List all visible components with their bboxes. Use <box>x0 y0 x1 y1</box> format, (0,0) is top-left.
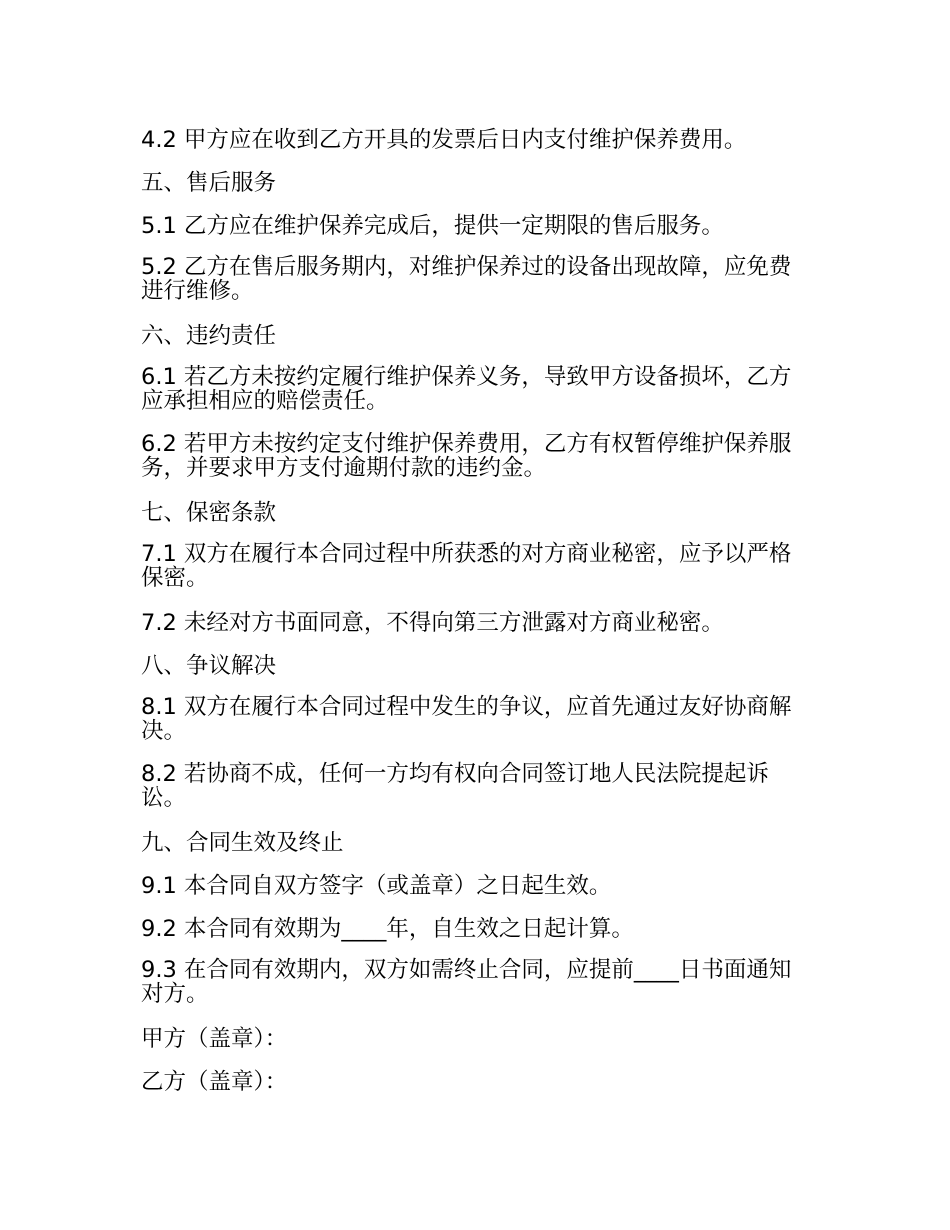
clause-5-1: 5.1 乙方应在维护保养完成后，提供一定期限的售后服务。 <box>141 213 724 239</box>
clause-5-2: 5.2 乙方在售后服务期内，对维护保养过的设备出现故障，应免费进行维修。 <box>141 254 792 304</box>
party-b-seal-line: 乙方（盖章）： <box>141 1069 288 1095</box>
clause-9-1: 9.1 本合同自双方签字（或盖章）之日起生效。 <box>141 873 612 899</box>
section-heading-liability: 六、违约责任 <box>141 323 277 349</box>
clause-7-1: 7.1 双方在履行本合同过程中所获悉的对方商业秘密，应予以严格保密。 <box>141 541 792 591</box>
contract-body <box>141 126 811 1111</box>
section-heading-confidentiality: 七、保密条款 <box>141 500 277 526</box>
clause-6-2: 6.2 若甲方未按约定支付维护保养费用，乙方有权暂停维护保养服务，并要求甲方支付逾期付款的违约金。 <box>141 431 792 481</box>
clause-9-2: 9.2 本合同有效期为____年，自生效之日起计算。 <box>141 916 634 942</box>
party-a-seal-line: 甲方（盖章）： <box>141 1026 288 1052</box>
clause-4-2: 4.2 甲方应在收到乙方开具的发票后日内支付维护保养费用。 <box>141 127 747 153</box>
section-heading-after-sales: 五、售后服务 <box>141 170 277 196</box>
clause-9-3: 9.3 在合同有效期内，双方如需终止合同，应提前____日书面通知对方。 <box>141 957 792 1007</box>
section-heading-effectiveness: 九、合同生效及终止 <box>141 830 344 856</box>
section-heading-dispute: 八、争议解决 <box>141 653 277 679</box>
clause-7-2: 7.2 未经对方书面同意，不得向第三方泄露对方商业秘密。 <box>141 610 724 636</box>
clause-8-1: 8.1 双方在履行本合同过程中发生的争议，应首先通过友好协商解决。 <box>141 694 792 744</box>
clause-8-2: 8.2 若协商不成，任何一方均有权向合同签订地人民法院提起诉讼。 <box>141 761 769 811</box>
clause-6-1: 6.1 若乙方未按约定履行维护保养义务，导致甲方设备损坏，乙方应承担相应的赔偿责任。 <box>141 364 792 414</box>
